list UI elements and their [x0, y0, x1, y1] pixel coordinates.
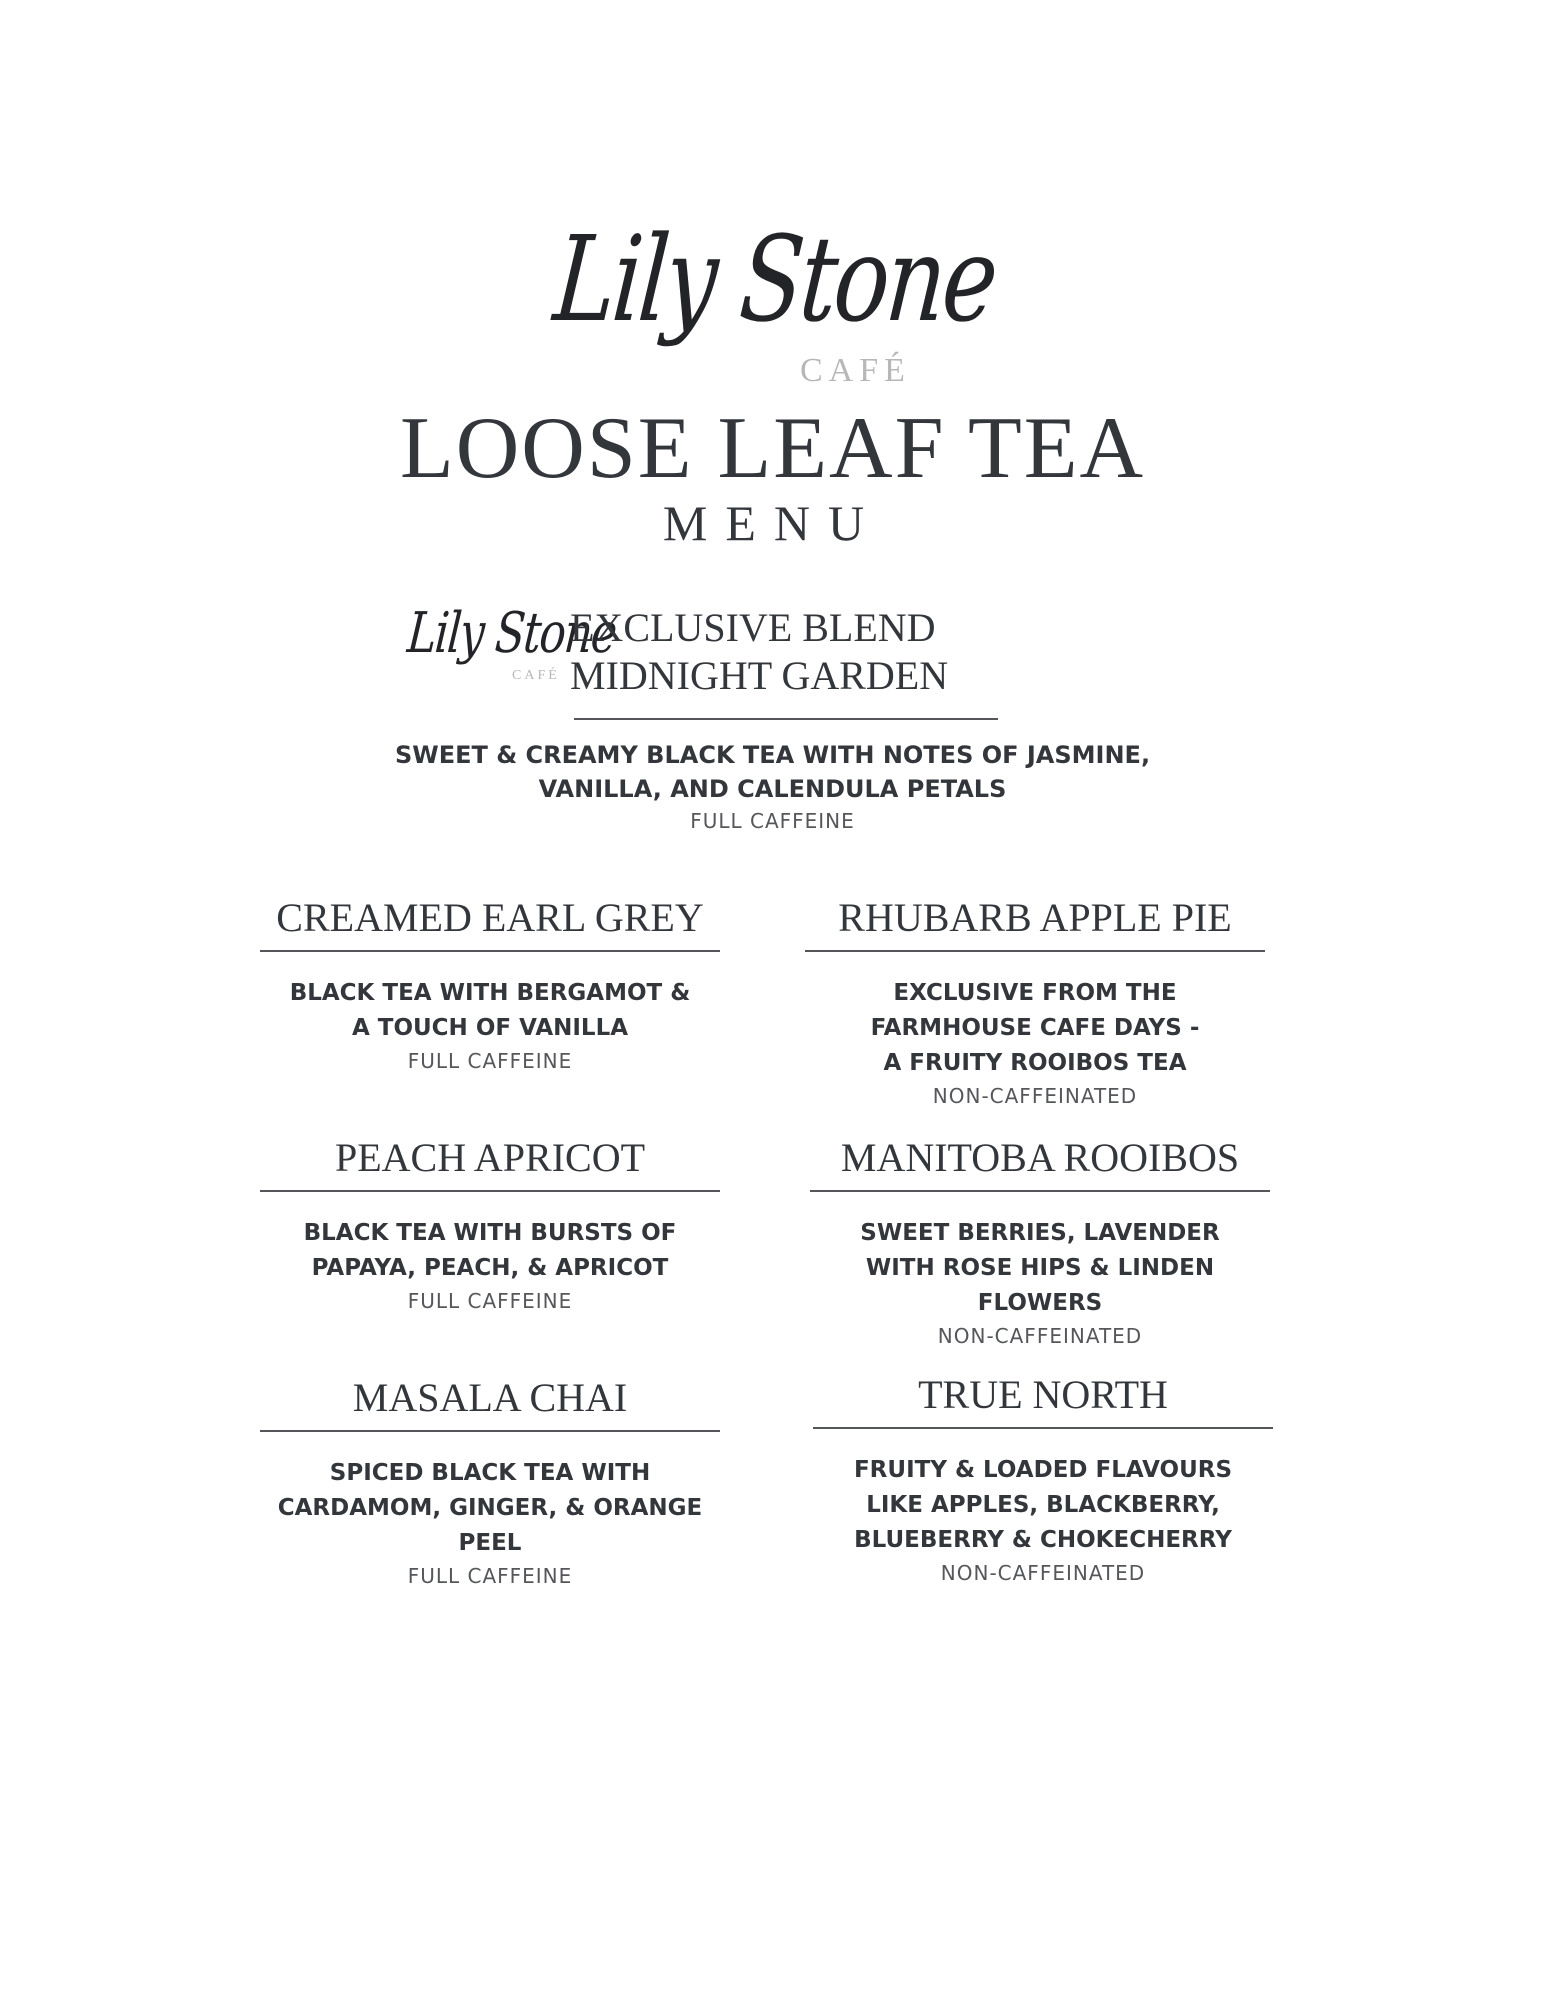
tea-item-masala-chai — [255, 1373, 725, 1591]
tea-desc-line: FARMHOUSE CAFE DAYS - — [870, 1015, 1200, 1041]
tea-desc-line: PEEL — [458, 1530, 522, 1556]
tea-desc-line: BLUEBERRY & CHOKECHERRY — [854, 1527, 1232, 1553]
logo-script: Lily Stone — [549, 210, 1001, 348]
small-cafe-logo — [405, 601, 619, 696]
tea-caffeine: FULL CAFFEINE — [407, 1289, 573, 1313]
tea-divider — [813, 1427, 1273, 1429]
tea-desc-line: CARDAMOM, GINGER, & ORANGE — [277, 1495, 703, 1521]
small-logo-script: Lily Stone — [405, 601, 619, 666]
tea-desc-line: EXCLUSIVE FROM THE — [893, 980, 1177, 1006]
tea-desc-line: FLOWERS — [977, 1290, 1103, 1316]
page-title: LOOSE LEAF TEA — [399, 400, 1146, 497]
tea-description — [800, 976, 1270, 1081]
tea-desc-line: PAPAYA, PEACH, & APRICOT — [311, 1255, 669, 1281]
tea-caffeine: NON-CAFFEINATED — [932, 1084, 1138, 1108]
tea-desc-line: BLACK TEA WITH BURSTS OF — [303, 1220, 677, 1246]
tea-desc-line: FRUITY & LOADED FLAVOURS — [853, 1457, 1233, 1483]
featured-line-2: MIDNIGHT GARDEN — [570, 653, 949, 698]
tea-caffeine: FULL CAFFEINE — [407, 1049, 573, 1073]
logo-cafe-text: CAFÉ — [800, 352, 911, 389]
featured-description — [300, 738, 1245, 836]
tea-item-creamed-earl-grey — [255, 893, 725, 1076]
tea-divider — [810, 1190, 1270, 1192]
tea-name: TRUE NORTH — [918, 1372, 1168, 1417]
cafe-logo — [549, 210, 1001, 400]
tea-desc-line: SWEET BERRIES, LAVENDER — [860, 1220, 1220, 1246]
featured-line-1: EXCLUSIVE BLEND — [570, 605, 936, 650]
tea-name: CREAMED EARL GREY — [276, 895, 704, 940]
featured-desc-line-1: SWEET & CREAMY BLACK TEA WITH NOTES OF JASMINE, — [394, 741, 1151, 769]
tea-desc-line: LIKE APPLES, BLACKBERRY, — [866, 1492, 1220, 1518]
featured-caffeine: FULL CAFFEINE — [690, 809, 855, 833]
tea-description — [808, 1453, 1278, 1558]
tea-caffeine: NON-CAFFEINATED — [940, 1561, 1146, 1585]
tea-item-peach-apricot — [255, 1133, 725, 1316]
tea-name: MASALA CHAI — [352, 1375, 628, 1420]
tea-desc-line: A TOUCH OF VANILLA — [351, 1015, 629, 1041]
tea-desc-line: BLACK TEA WITH BERGAMOT & — [289, 980, 691, 1006]
tea-caffeine: FULL CAFFEINE — [407, 1564, 573, 1588]
tea-divider — [260, 1430, 720, 1432]
featured-desc-line-2: VANILLA, AND CALENDULA PETALS — [538, 775, 1007, 803]
tea-name: RHUBARB APPLE PIE — [838, 895, 1232, 940]
tea-description — [805, 1216, 1275, 1321]
tea-item-true-north — [808, 1370, 1278, 1588]
tea-description — [255, 976, 725, 1046]
tea-description — [255, 1456, 725, 1561]
page-subtitle: MENU — [662, 495, 883, 551]
tea-item-rhubarb-apple-pie — [800, 893, 1270, 1111]
tea-divider — [805, 950, 1265, 952]
tea-desc-line: WITH ROSE HIPS & LINDEN — [865, 1255, 1215, 1281]
tea-description — [255, 1216, 725, 1286]
small-logo-cafe-text: CAFÉ — [512, 668, 560, 683]
tea-desc-line: SPICED BLACK TEA WITH — [329, 1460, 651, 1486]
tea-desc-line: A FRUITY ROOIBOS TEA — [883, 1050, 1187, 1076]
tea-name: MANITOBA ROOIBOS — [840, 1135, 1240, 1180]
featured-divider — [574, 718, 998, 720]
featured-blend-title — [570, 604, 948, 700]
tea-divider — [260, 1190, 720, 1192]
tea-caffeine: NON-CAFFEINATED — [937, 1324, 1143, 1348]
tea-name: PEACH APRICOT — [334, 1135, 646, 1180]
tea-item-manitoba-rooibos — [805, 1133, 1275, 1351]
tea-divider — [260, 950, 720, 952]
